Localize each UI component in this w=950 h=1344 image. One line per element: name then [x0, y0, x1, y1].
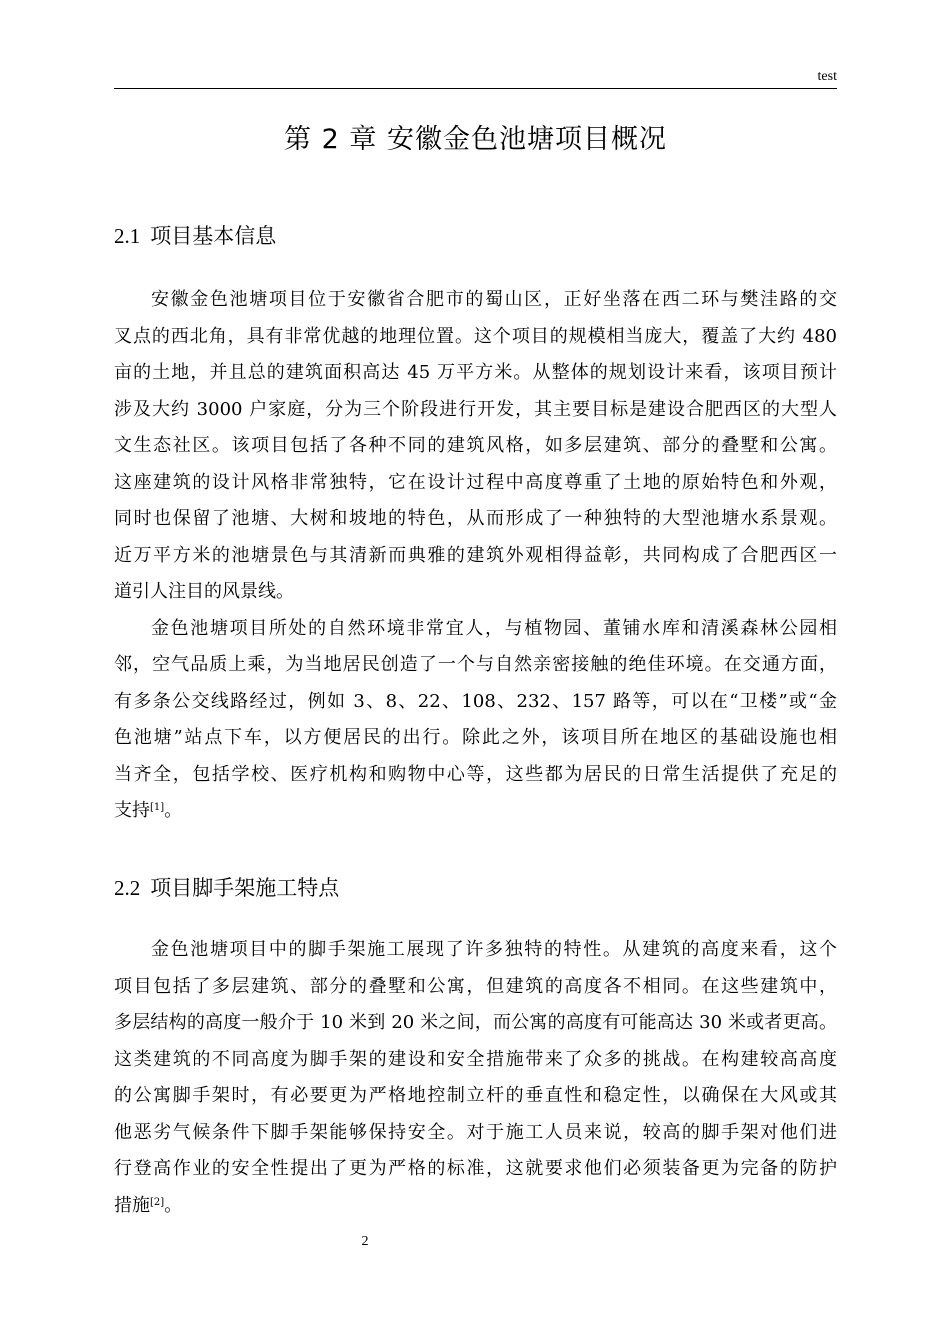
- running-header: test: [114, 68, 837, 89]
- section-number: 2.2: [114, 876, 141, 900]
- section-body: [114, 932, 837, 1224]
- text-line: 金色池塘项目所处的自然环境非常宜人，与植物园、董铺水库和清溪森林公园相: [151, 617, 837, 639]
- text-line: [114, 793, 837, 830]
- line-text: 支持: [114, 800, 150, 821]
- chapter-title: 第 2 章 安徽金色池塘项目概况: [284, 124, 667, 155]
- citation-link[interactable]: [2]: [150, 1196, 165, 1208]
- text-line: 项目包括了多层建筑、部分的叠墅和公寓，但建筑的高度各不相同。在这些建筑中，: [114, 975, 837, 997]
- page-number: 2: [361, 1234, 369, 1249]
- section-heading: [114, 220, 837, 252]
- text-line: 色池塘”站点下车，以方便居民的出行。除此之外，该项目所在地区的基础设施也相: [114, 727, 837, 748]
- line-ending: 。: [164, 800, 183, 821]
- line-ending: 。: [164, 1194, 183, 1216]
- text-line: 他恶劣气候条件下脚手架能够保持安全。对于施工人员来说，较高的脚手架对他们进: [114, 1121, 837, 1143]
- text-line: 亩的土地，并且总的建筑面积高达 45 万平方米。从整体的规划设计来看，该项目预计: [114, 362, 837, 383]
- text-line: 行登高作业的安全性提出了更为严格的标准，这就要求他们必须装备更为完备的防护: [114, 1158, 837, 1179]
- text-line: 涉及大约 3000 户家庭，分为三个阶段进行开发，其主要目标是建设合肥西区的大型人: [114, 398, 837, 420]
- text-line: 安徽金色池塘项目位于安徽省合肥市的蜀山区，正好坐落在西二环与樊洼路的交: [151, 289, 837, 310]
- text-line: 道引人注目的风景线。: [114, 581, 294, 602]
- text-line: 这座建筑的设计风格非常独特，它在设计过程中高度尊重了土地的原始特色和外观，: [114, 471, 837, 493]
- text-line: 邻，空气品质上乘，为当地居民创造了一个与自然亲密接触的绝佳环境。在交通方面，: [114, 654, 837, 675]
- text-line: 近万平方米的池塘景色与其清新而典雅的建筑外观相得益彰，共同构成了合肥西区一: [114, 544, 837, 566]
- text-line: 多层结构的高度一般介于 10 米到 20 米之间，而公寓的高度有可能高达 30 米或者更高。: [114, 1012, 837, 1033]
- paragraph: [114, 932, 837, 1224]
- section-heading: [114, 872, 837, 904]
- section-body: [114, 282, 837, 830]
- section-title: 项目脚手架施工特点: [150, 876, 340, 900]
- line-text: 措施: [114, 1194, 150, 1216]
- citation-link[interactable]: [1]: [150, 802, 165, 813]
- text-line: 这类建筑的不同高度为脚手架的建设和安全措施带来了众多的挑战。在构建较高高度: [114, 1048, 837, 1070]
- text-line: 有多条公交线路经过，例如 3、8、22、108、232、157 路等，可以在“卫楼”或“金: [114, 690, 837, 712]
- text-line: 同时也保留了池塘、大树和坡地的特色，从而形成了一种独特的大型池塘水系景观。: [114, 508, 837, 529]
- text-line: 叉点的西北角，具有非常优越的地理位置。这个项目的规模相当庞大，覆盖了大约 480: [114, 325, 837, 347]
- text-line: 当齐全，包括学校、医疗机构和购物中心等，这些都为居民的日常生活提供了充足的: [114, 763, 837, 785]
- text-line: [114, 1188, 837, 1225]
- paragraph: [114, 611, 837, 830]
- section-title: 项目基本信息: [150, 224, 277, 248]
- paragraph: [114, 282, 837, 611]
- section-number: 2.1: [114, 224, 141, 248]
- text-line: 的公寓脚手架时，有必要更为严格地控制立杆的垂直性和稳定性，以确保在大风或其: [114, 1085, 837, 1106]
- text-line: 金色池塘项目中的脚手架施工展现了许多独特的特性。从建筑的高度来看，这个: [151, 939, 837, 960]
- text-line: 文生态社区。该项目包括了各种不同的建筑风格，如多层建筑、部分的叠墅和公寓。: [114, 435, 837, 456]
